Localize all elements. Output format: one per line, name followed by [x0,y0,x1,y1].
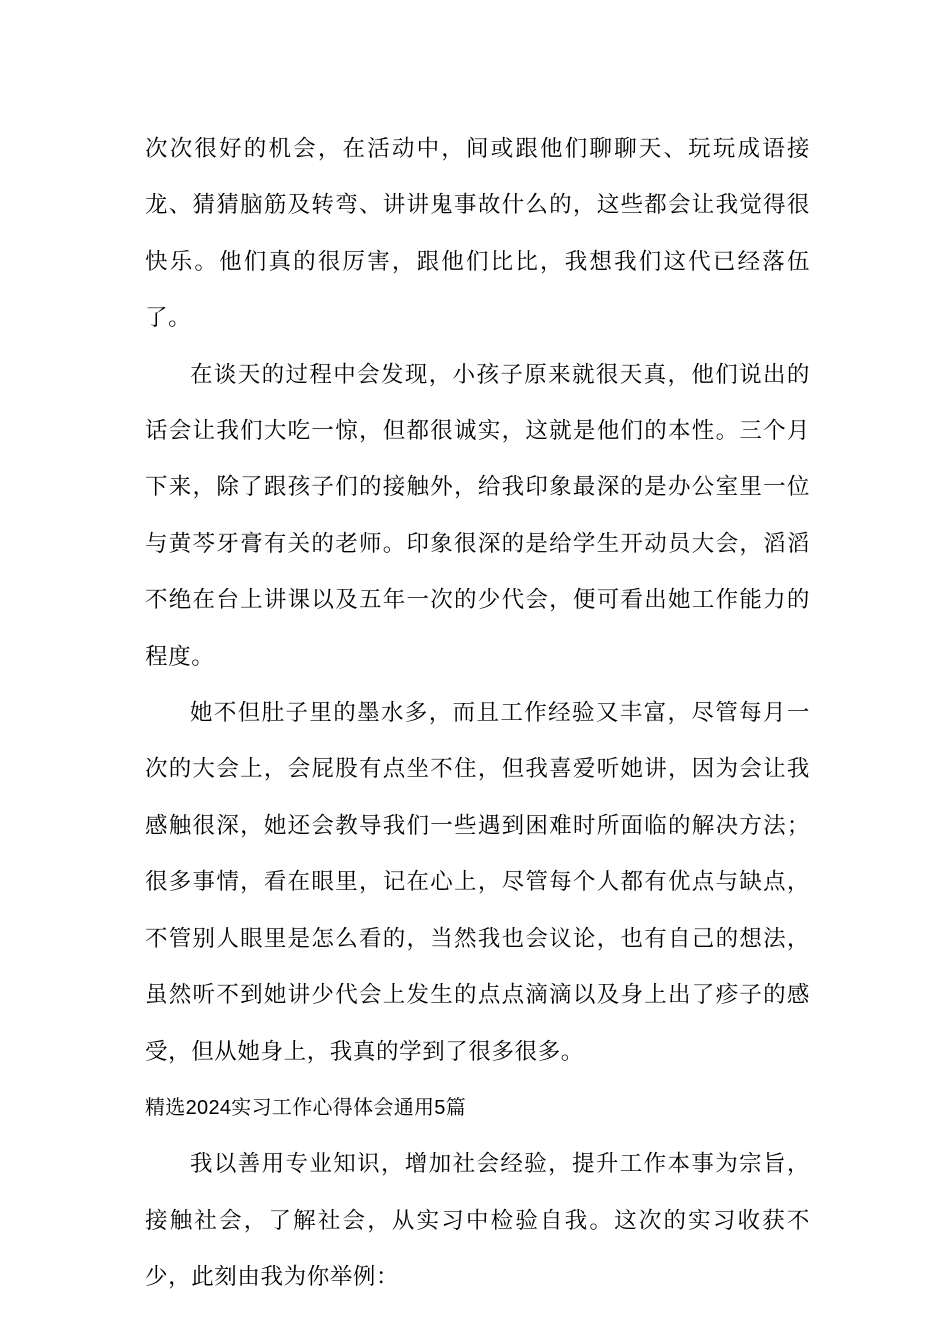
section-paragraph-1: 我以善用专业知识，增加社会经验，提升工作本事为宗旨，接触社会，了解社会，从实习中检验自我。这次的实习收获不少，此刻由我为你举例： [145,1151,810,1291]
section-title: 精选2024实习工作心得体会通用5篇 [145,1096,467,1119]
paragraph-2: 在谈天的过程中会发现，小孩子原来就很天真，他们说出的话会让我们大吃一惊，但都很诚实，这就是他们的本性。三个月下来，除了跟孩子们的接触外，给我印象最深的是办公室里一位与黄芩牙膏有关的老师。印象很深的是给学生开动员大会，滔滔不绝在台上讲课以及五年一次的少代会，便可看出她工作能力的程度。 [145,361,810,670]
document-body [145,121,810,1306]
paragraph-1: 次次很好的机会，在活动中，间或跟他们聊聊天、玩玩成语接龙、猜猜脑筋及转弯、讲讲鬼事故什么的，这些都会让我觉得很快乐。他们真的很厉害，跟他们比比，我想我们这代已经落伍了。 [145,136,810,332]
paragraph-3: 她不但肚子里的墨水多，而且工作经验又丰富，尽管每月一次的大会上，会屁股有点坐不住，但我喜爱听她讲，因为会让我感触很深，她还会教导我们一些遇到困难时所面临的解决方法；很多事情，看在眼里，记在心上，尽管每个人都有优点与缺点，不管别人眼里是怎么看的，当然我也会议论，也有自己的想法，虽然听不到她讲少代会上发生的点点滴滴以及身上出了疹子的感受，但从她身上，我真的学到了很多很多。 [145,700,810,1065]
